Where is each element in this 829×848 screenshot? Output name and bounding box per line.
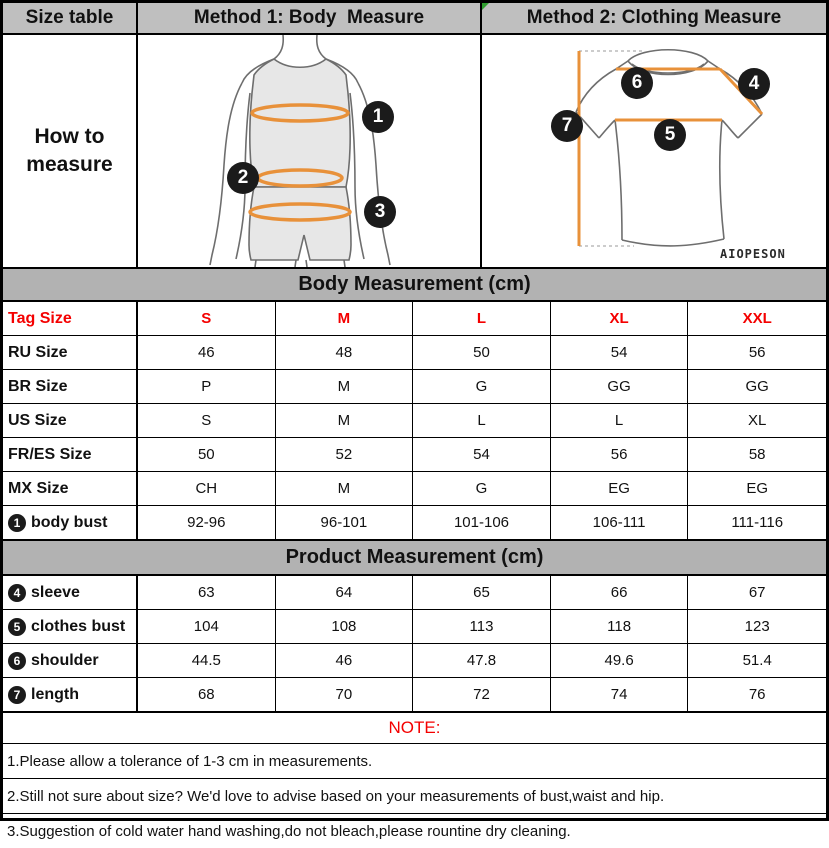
tag-size-header: Tag Size <box>3 302 138 335</box>
table-cell: M <box>276 404 414 437</box>
table-row-fres-size <box>3 437 826 471</box>
marker-2-badge: 2 <box>227 162 259 194</box>
table-cell: 48 <box>276 336 414 369</box>
table-cell: GG <box>745 378 769 395</box>
table-cell: EG <box>746 480 769 497</box>
body-measurement-band: Body Measurement (cm) <box>3 267 826 302</box>
size-header-row <box>3 302 826 335</box>
row-label: 4 sleeve <box>3 576 138 609</box>
size-col-m: M <box>276 302 414 335</box>
note-item-2: 2.Still not sure about size? We'd love to advise based on your measurements of bust,waist and hip. <box>3 778 826 813</box>
table-cell: P <box>138 370 276 403</box>
body-figure-illustration <box>138 35 482 267</box>
table-row-shoulder <box>3 643 826 677</box>
table-cell: 68 <box>138 678 276 711</box>
table-cell: 111-116 <box>731 514 784 531</box>
table-cell: G <box>413 370 551 403</box>
table-cell: 104 <box>138 610 276 643</box>
table-cell: GG <box>551 370 689 403</box>
table-cell: CH <box>138 472 276 505</box>
table-cell: S <box>138 404 276 437</box>
body-measure-diagram <box>138 35 482 267</box>
table-cell: L <box>551 404 689 437</box>
table-cell: 96-101 <box>276 506 414 539</box>
table-cell: 58 <box>748 446 766 463</box>
table-cell: 44.5 <box>138 644 276 677</box>
table-cell: 56 <box>551 438 689 471</box>
row-label: US Size <box>3 404 138 437</box>
table-cell: L <box>413 404 551 437</box>
product-measurement-band: Product Measurement (cm) <box>3 539 826 576</box>
table-row-body-bust <box>3 505 826 539</box>
note-title: NOTE: <box>3 711 826 743</box>
row-label: 6 shoulder <box>3 644 138 677</box>
note-item-1: 1.Please allow a tolerance of 1-3 cm in measurements. <box>3 743 826 778</box>
row-label: MX Size <box>3 472 138 505</box>
table-cell: 72 <box>413 678 551 711</box>
row-label: 5 clothes bust <box>3 610 138 643</box>
size-table-header: Size table <box>3 3 138 33</box>
note-item-3: 3.Suggestion of cold water hand washing,do not bleach,please rountine dry cleaning. <box>3 813 826 848</box>
marker-3-badge: 3 <box>364 196 396 228</box>
table-row-ru-size <box>3 335 826 369</box>
table-cell: 54 <box>413 438 551 471</box>
clothing-measure-diagram <box>482 35 826 267</box>
table-cell: 74 <box>551 678 689 711</box>
table-cell: 47.8 <box>413 644 551 677</box>
table-row-br-size <box>3 369 826 403</box>
table-cell: 76 <box>748 686 766 703</box>
table-row-length <box>3 677 826 711</box>
table-cell: 108 <box>276 610 414 643</box>
row-label: 7 length <box>3 678 138 711</box>
table-cell: 65 <box>413 576 551 609</box>
table-cell: M <box>276 472 414 505</box>
table-cell: 49.6 <box>551 644 689 677</box>
table-cell: 46 <box>276 644 414 677</box>
table-cell: 64 <box>276 576 414 609</box>
row-marker-icon: 7 <box>8 686 26 704</box>
table-cell: M <box>276 370 414 403</box>
table-cell: 118 <box>551 610 689 643</box>
top-header-row <box>3 3 826 33</box>
diagram-row <box>3 33 826 267</box>
row-marker-icon: 5 <box>8 618 26 636</box>
table-row-us-size <box>3 403 826 437</box>
row-marker-icon: 6 <box>8 652 26 670</box>
marker-4-badge: 4 <box>738 68 770 100</box>
table-cell: 106-111 <box>551 506 689 539</box>
row-marker-icon: 4 <box>8 584 26 602</box>
table-cell: 67 <box>748 584 766 601</box>
table-cell: 46 <box>138 336 276 369</box>
marker-1-badge: 1 <box>362 101 394 133</box>
size-col-s: S <box>138 302 276 335</box>
table-cell: 113 <box>413 610 551 643</box>
brand-label: AIOPESON <box>720 247 786 261</box>
table-cell: EG <box>551 472 689 505</box>
marker-5-badge: 5 <box>654 119 686 151</box>
method1-header: Method 1: Body Measure <box>138 3 482 33</box>
how-to-measure-label: How to measure <box>3 35 138 267</box>
table-cell: XL <box>748 412 767 429</box>
row-label: 1 body bust <box>3 506 138 539</box>
size-col-l: L <box>413 302 551 335</box>
table-cell: 70 <box>276 678 414 711</box>
table-cell: 56 <box>748 344 766 361</box>
table-cell: 123 <box>744 618 770 635</box>
row-marker-icon: 1 <box>8 514 26 532</box>
size-col-xxl: XXL <box>742 310 772 327</box>
table-row-clothes-bust <box>3 609 826 643</box>
method2-header <box>482 3 826 33</box>
table-cell: 54 <box>551 336 689 369</box>
table-cell: 50 <box>413 336 551 369</box>
table-cell: 101-106 <box>413 506 551 539</box>
table-cell: 92-96 <box>138 506 276 539</box>
green-corner-flag-icon <box>482 3 489 10</box>
row-label: RU Size <box>3 336 138 369</box>
marker-6-badge: 6 <box>621 67 653 99</box>
tshirt-illustration <box>482 35 826 267</box>
size-col-xl: XL <box>551 302 689 335</box>
table-row-mx-size <box>3 471 826 505</box>
row-label: FR/ES Size <box>3 438 138 471</box>
table-cell: 50 <box>138 438 276 471</box>
marker-7-badge: 7 <box>551 110 583 142</box>
table-cell: 51.4 <box>742 652 772 669</box>
table-row-sleeve <box>3 576 826 609</box>
table-cell: 66 <box>551 576 689 609</box>
table-cell: 63 <box>138 576 276 609</box>
row-label: BR Size <box>3 370 138 403</box>
method2-header-label: Method 2: Clothing Measure <box>526 7 782 28</box>
table-cell: G <box>413 472 551 505</box>
table-cell: 52 <box>276 438 414 471</box>
